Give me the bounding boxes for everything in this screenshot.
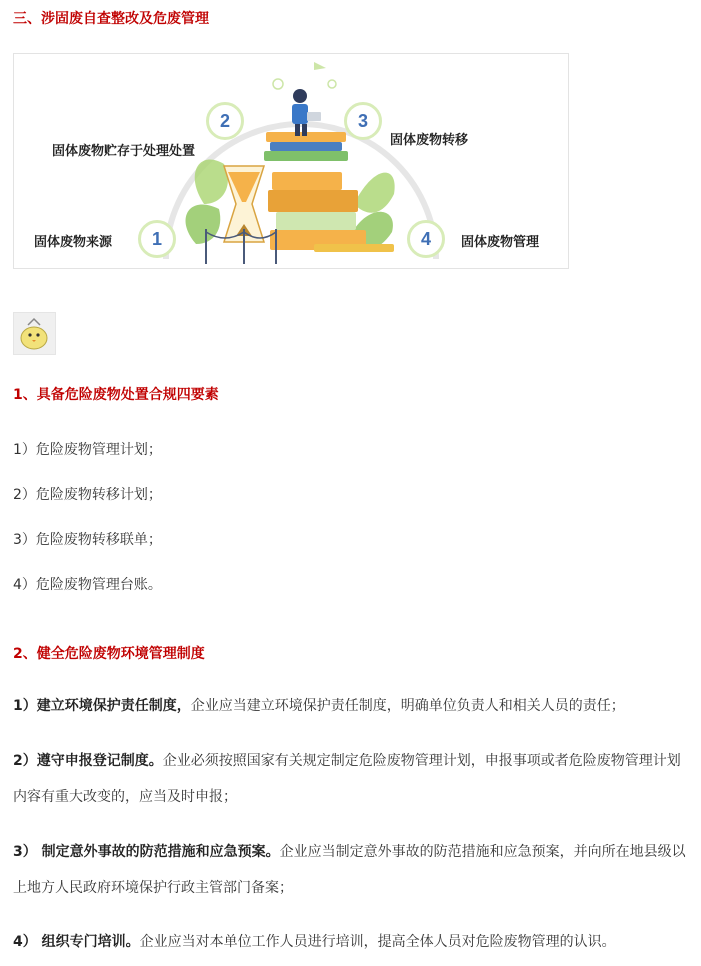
step-1-number: 1 [138,220,176,258]
list-item: 1）危险废物管理计划； [13,442,162,458]
section-title: 三、涉固废自查整改及危废管理 [13,11,209,27]
list-item: 4）危险废物管理台账。 [13,577,162,593]
step-2-label: 固体废物贮存于处理处置 [52,144,196,159]
heading-four-elements: 1、具备危险废物处置合规四要素 [13,387,219,403]
list-item: 3）危险废物转移联单； [13,532,162,548]
step-4-label: 固体废物管理 [461,235,540,250]
paragraph-body: 企业应当建立环境保护责任制度，明确单位负责人和相关人员的责任； [190,698,625,714]
chick-icon [14,313,55,354]
step-3-number: 3 [344,102,382,140]
step-3-label: 固体废物转移 [390,133,469,148]
step-4-number: 4 [407,220,445,258]
heading-management-system: 2、健全危险废物环境管理制度 [13,646,205,662]
step-2-number: 2 [206,102,244,140]
process-illustration [13,53,569,269]
paragraph-lead: 1）建立环境保护责任制度， [13,698,191,714]
paragraph-emergency [13,834,691,906]
paragraph-responsibility [13,688,691,724]
paragraph-lead: 3） 制定意外事故的防范措施和应急预案。 [13,844,280,860]
paragraph-registration [13,743,691,815]
list-item: 2）危险废物转移计划； [13,487,162,503]
step-1-label: 固体废物来源 [34,235,113,250]
paragraph-training [13,924,691,960]
paragraph-lead: 4） 组织专门培训。 [13,934,140,950]
paragraph-body: 企业应当对本单位工作人员进行培训，提高全体人员对危险废物管理的认识。 [139,934,616,950]
paragraph-body: 企业必须按照国家有关规定制定危险废物管理计划，申报事项或者危险废物管理计划内容有重大改变的，应当及时申报； [13,753,681,805]
paragraph-lead: 2）遵守申报登记制度。 [13,753,163,769]
paragraph-body: 企业应当制定意外事故的防范措施和应急预案，并向所在地县级以上地方人民政府环境保护行政主管部门备案； [13,844,686,896]
sticker-image [13,312,56,355]
